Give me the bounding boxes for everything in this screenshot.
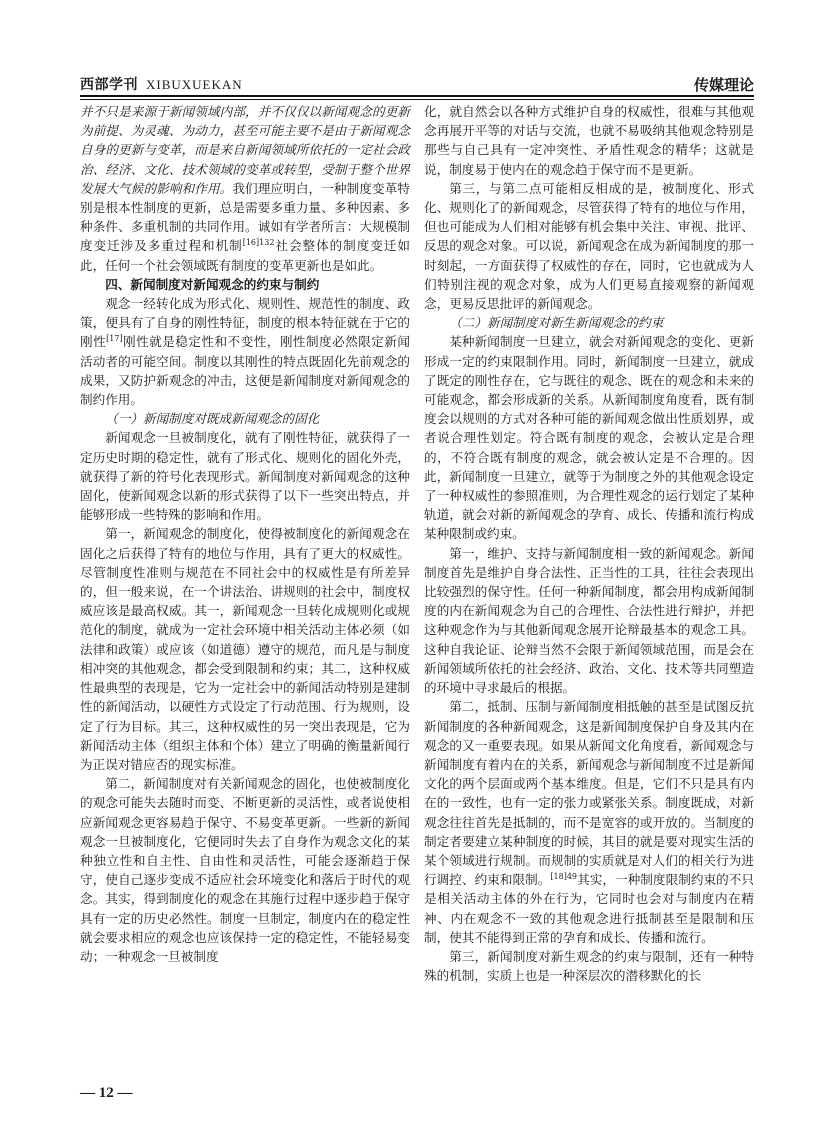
paragraph: [424, 697, 754, 947]
italic-run: 并不只是来源于新闻领域内部，并不仅仅以新闻观念的更新为前提、为灵魂、为动力，甚至可能主要不是由于新闻观念自身的更新与变革，而是来自新闻领域所依托的一定社会政治、经济、文化、技术领域的变革或转型，受制于整个世界发展大气候的影响和作用。: [80, 104, 410, 196]
paragraph: 第二，新闻制度对有关新闻观念的固化，也使被制度化的观念可能失去随时而变、不断更新的灵活性，或者说使相应新闻观念更容易趋于保守、不易变革更新。一些新的新闻观念一旦被制度化，它便同时失去了自身作为观念文化的某种独立性和自主性、自由性和灵活性，可能会逐渐趋于保守，使自己逐步变成不适应社会环境变化和落后于时代的观念。其实，得到制度化的观念在其施行过程中逐步趋于保守具有一定的历史必然性。制度一旦制定，制度内在的稳定性就会要求相应的观念也应该保持一定的稳定性，不能轻易变动；一种观念一旦被制度: [80, 776, 410, 964]
paragraph: [80, 102, 410, 275]
paragraph: 第三，新闻制度对新生观念的约束与限制，还有一种特殊的机制，实质上也是一种深层次的潜移默化的长: [424, 948, 754, 984]
running-header: [80, 74, 754, 96]
header-rule-thin: [80, 99, 754, 100]
paragraph: 某种新闻制度一旦建立，就会对新闻观念的变化、更新形成一定的约束限制作用。同时，新闻制度一旦建立，就成了既定的刚性存在，它与既往的观念、既在的观念和未来的可能观念，都会形成新的关系。从新闻制度角度看，既有制度会以规则的方式对各种可能的新闻观念做出性质划界，或者说合理性划定。符合既有制度的观念，会被认定是合理的，不符合既有制度的观念，就会被认定是不合理的。因此，新闻制度一旦建立，就等于为制度之外的其他观念设定了一种权威性的参照准则，为合理性观念的运行划定了某种轨道，就会对新的新闻观念的孕育、成长、传播和流行构成某种限制或约束。: [424, 334, 754, 542]
section-name: 传媒理论: [693, 76, 754, 94]
subsection-heading-2: （二）新闻制度对新生新闻观念的约束: [449, 315, 664, 331]
text-run: 第二，抵制、压制与新闻制度相抵触的甚至是试图反抗新闻制度的各种新闻观念，这是新闻制度保护自身及其内在观念的又一重要表现。如果从新闻文化角度看，新闻观念与新闻制度有着内在的关系，新闻观念与新闻制度不过是新闻文化的两个层面或两个基本维度。但是，它们不只是具有内在的一致性，也有一定的张力或紧张关系。制度既成，对新观念往往首先是抵制的，而不是宽容的或开放的。当制度的制定者要建立某种制度的时候，其目的就是要对现实生活的某个领域进行规制。而规制的实质就是对人们的相关行为进行调控、约束和限制。: [424, 699, 754, 888]
journal-title-en: XIBUXUEKAN: [146, 77, 243, 92]
paragraph: 第三，与第二点可能相反相成的是，被制度化、形式化、规则化了的新闻观念，尽管获得了特有的地位与作用，但也可能成为人们相对能够有机会集中关注、审视、批评、反思的观念对象。可以说，新闻观念在成为新闻制度的那一时刻起，一方面获得了权威性的存在，同时，它也就成为人们特别注视的观念对象，成为人们更易直接观察的新闻观念，更易反思批评的新闻观念。: [424, 180, 754, 312]
journal-title: [80, 74, 243, 94]
text-run: 刚性就是稳定性和不变性，刚性制度必然限定新闻活动者的可能空间。制度以其刚性的特点既固化先前观念的成果，又防护新观念的冲击，这便是新闻制度对新闻观念的制约作用。: [80, 334, 411, 408]
section-heading-4: 四、新闻制度对新闻观念的约束与制约: [105, 276, 320, 292]
paragraph: 化，就自然会以各种方式维护自身的权威性，很难与其他观念再展开平等的对话与交流，也就不易吸纳其他观念特别是那些与自己具有一定冲突性、矛盾性观念的精华；这就是说，制度易于使内在的观念趋于保守而不是更新。: [424, 104, 754, 177]
text-run: 我们理应明白，一种制度变革特别是根本性制度的更新，总是需要多重力量、多种因素、多种条件、多重机制的共同作用。诚如有学者所言：大规模制度变迁涉及多重过程和机制: [80, 180, 411, 254]
text-run: 观念一经转化成为形式化、规则性、规范性的制度、政策，便具有了自身的刚性特征，制度的根本特征就在于它的刚性: [80, 296, 410, 350]
paragraph: 新闻观念一旦被制度化，就有了刚性特征，就获得了一定历史时期的稳定性，就有了形式化、规则化的固化外壳，就获得了新的符号化表现形式。新闻制度对新闻观念的这种固化，使新闻观念以新的形式获得了以下一些突出特点，并能够形成一些特殊的影响和作用。: [80, 430, 410, 523]
journal-title-cn: 西部学刊: [80, 77, 138, 93]
right-column: [424, 102, 754, 985]
citation-16: [16]132: [242, 238, 275, 248]
paragraph: 第一，新闻观念的制度化，使得被制度化的新闻观念在固化之后获得了特有的地位与作用，具有了更大的权威性。尽管制度性准则与规范在不同社会中的权威性是有所差异的，但一般来说，在一个讲法治、讲规则的社会中，制度权威应该是最高权威。其一，新闻观念一旦转化成规则化或规范化的制度，就成为一定社会环境中相关活动主体必须（如法律和政策）或应该（如道德）遵守的规范，而凡是与制度相冲突的其他观念，都会受到限制和约束；其二，这种权威性最典型的表现是，它为一定社会中的新闻活动特别是建制性的新闻活动，以硬性方式设定了行动范围、行为规则，设定了行为目标。其三，这种权威性的另一突出表现是，它为新闻活动主体（组织主体和个体）建立了明确的衡量新闻行为正误对错应否的现实标准。: [80, 526, 410, 772]
citation-17: [17]: [106, 334, 123, 344]
subsection-heading-1: （一）新闻制度对既成新闻观念的固化: [105, 411, 320, 427]
page-number: — 12 —: [80, 1085, 133, 1101]
header-rule-thick: [80, 95, 754, 97]
text-run: 社会整体的制度变迁如此，任何一个社会领域既有制度的变革更新也是如此。: [80, 238, 411, 273]
citation-18: [18]49: [550, 871, 578, 881]
paragraph: [80, 294, 410, 409]
text-run: 其实，一种制度限制约束的不只是相关活动主体的外在行为，它同时也会对与制度内在精神、内在观念不一致的其他观念进行抵制甚至是限制和压制，使其不能得到正常的孕育和成长、传播和流行。: [424, 872, 755, 945]
left-column: [80, 102, 410, 966]
paragraph: 第一，维护、支持与新闻制度相一致的新闻观念。新闻制度首先是维护自身合法性、正当性的工具，往往会表现出比较强烈的保守性。任何一种新闻制度，都会用构成新闻制度的内在新闻观念为自己的合理性、合法性进行辩护，并把这种观念作为与其他新闻观念展开论辩最基本的观念工具。这种自我论证、论辩当然不会限于新闻领域范围，而是会在新闻领域所依托的社会经济、政治、文化、技术等共同塑造的环境中寻求最后的根据。: [424, 545, 754, 696]
